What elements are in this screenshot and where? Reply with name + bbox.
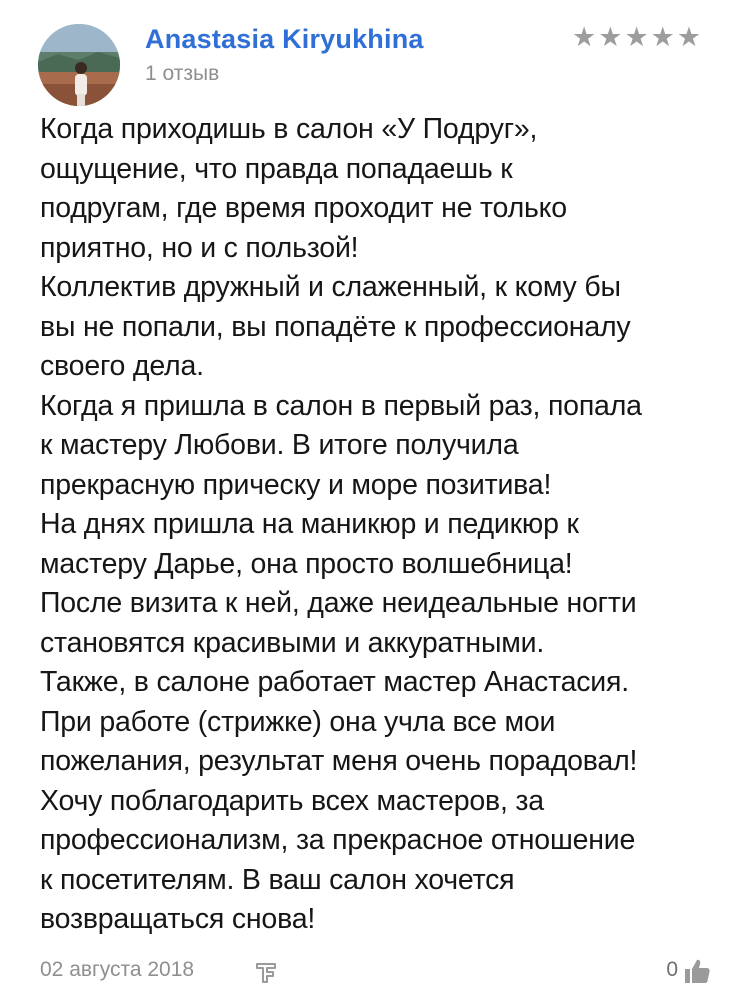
star-icon: ★	[572, 22, 597, 53]
review-date: 02 августа 2018	[40, 958, 195, 981]
star-icon: ★	[650, 22, 675, 53]
review-body	[40, 110, 730, 940]
review-line: пожелания, результат меня очень порадовал!	[40, 745, 638, 777]
review-line: подругам, где время проходит не только	[40, 192, 567, 224]
review-line: возвращаться снова!	[40, 903, 316, 935]
review-line: к посетителям. В ваш салон хочется	[40, 863, 515, 896]
review-line: При работе (стрижке) она учла все мои	[40, 705, 556, 738]
review-line: приятно, но и с пользой!	[40, 231, 359, 264]
review-line: Когда приходишь в салон «У Подруг»,	[40, 113, 538, 145]
review-line: Также, в салоне работает мастер Анастасия.	[40, 666, 629, 698]
star-icon: ★	[676, 22, 702, 53]
review-line: становятся красивыми и аккуратными.	[40, 626, 545, 659]
review-line: Хочу поблагодарить всех мастеров, за	[40, 784, 544, 817]
author-name-link[interactable]: Anastasia Kiryukhina	[145, 24, 424, 54]
source-flag-icon	[253, 959, 279, 985]
thumbs-up-icon[interactable]	[682, 956, 712, 986]
review-line: к мастеру Любови. В итоге получила	[40, 429, 519, 461]
avatar-photo	[38, 24, 120, 106]
review-footer	[40, 956, 712, 990]
review-line: Коллектив дружный и слаженный, к кому бы	[40, 271, 621, 303]
review-line: ощущение, что правда попадаешь к	[40, 152, 513, 185]
like-count: 0	[666, 958, 678, 981]
review-line: своего дела.	[40, 350, 204, 382]
review-line: После визита к ней, даже неидеальные ногти	[40, 587, 637, 619]
star-icon: ★	[598, 22, 623, 53]
review-line: профессионализм, за прекрасное отношение	[40, 824, 636, 856]
review-line: Когда я пришла в салон в первый раз, попала	[40, 389, 642, 422]
review-line: На днях пришла на маникюр и педикюр к	[40, 508, 579, 540]
star-icon: ★	[624, 22, 649, 53]
avatar[interactable]	[38, 24, 120, 106]
review-line: мастеру Дарье, она просто волшебница!	[40, 547, 573, 580]
author-review-count[interactable]: 1 отзыв	[145, 62, 220, 85]
review-line: вы не попали, вы попадёте к профессионалу	[40, 310, 631, 343]
review-line: прекрасную прическу и море позитива!	[40, 468, 552, 501]
star-rating	[572, 23, 701, 53]
